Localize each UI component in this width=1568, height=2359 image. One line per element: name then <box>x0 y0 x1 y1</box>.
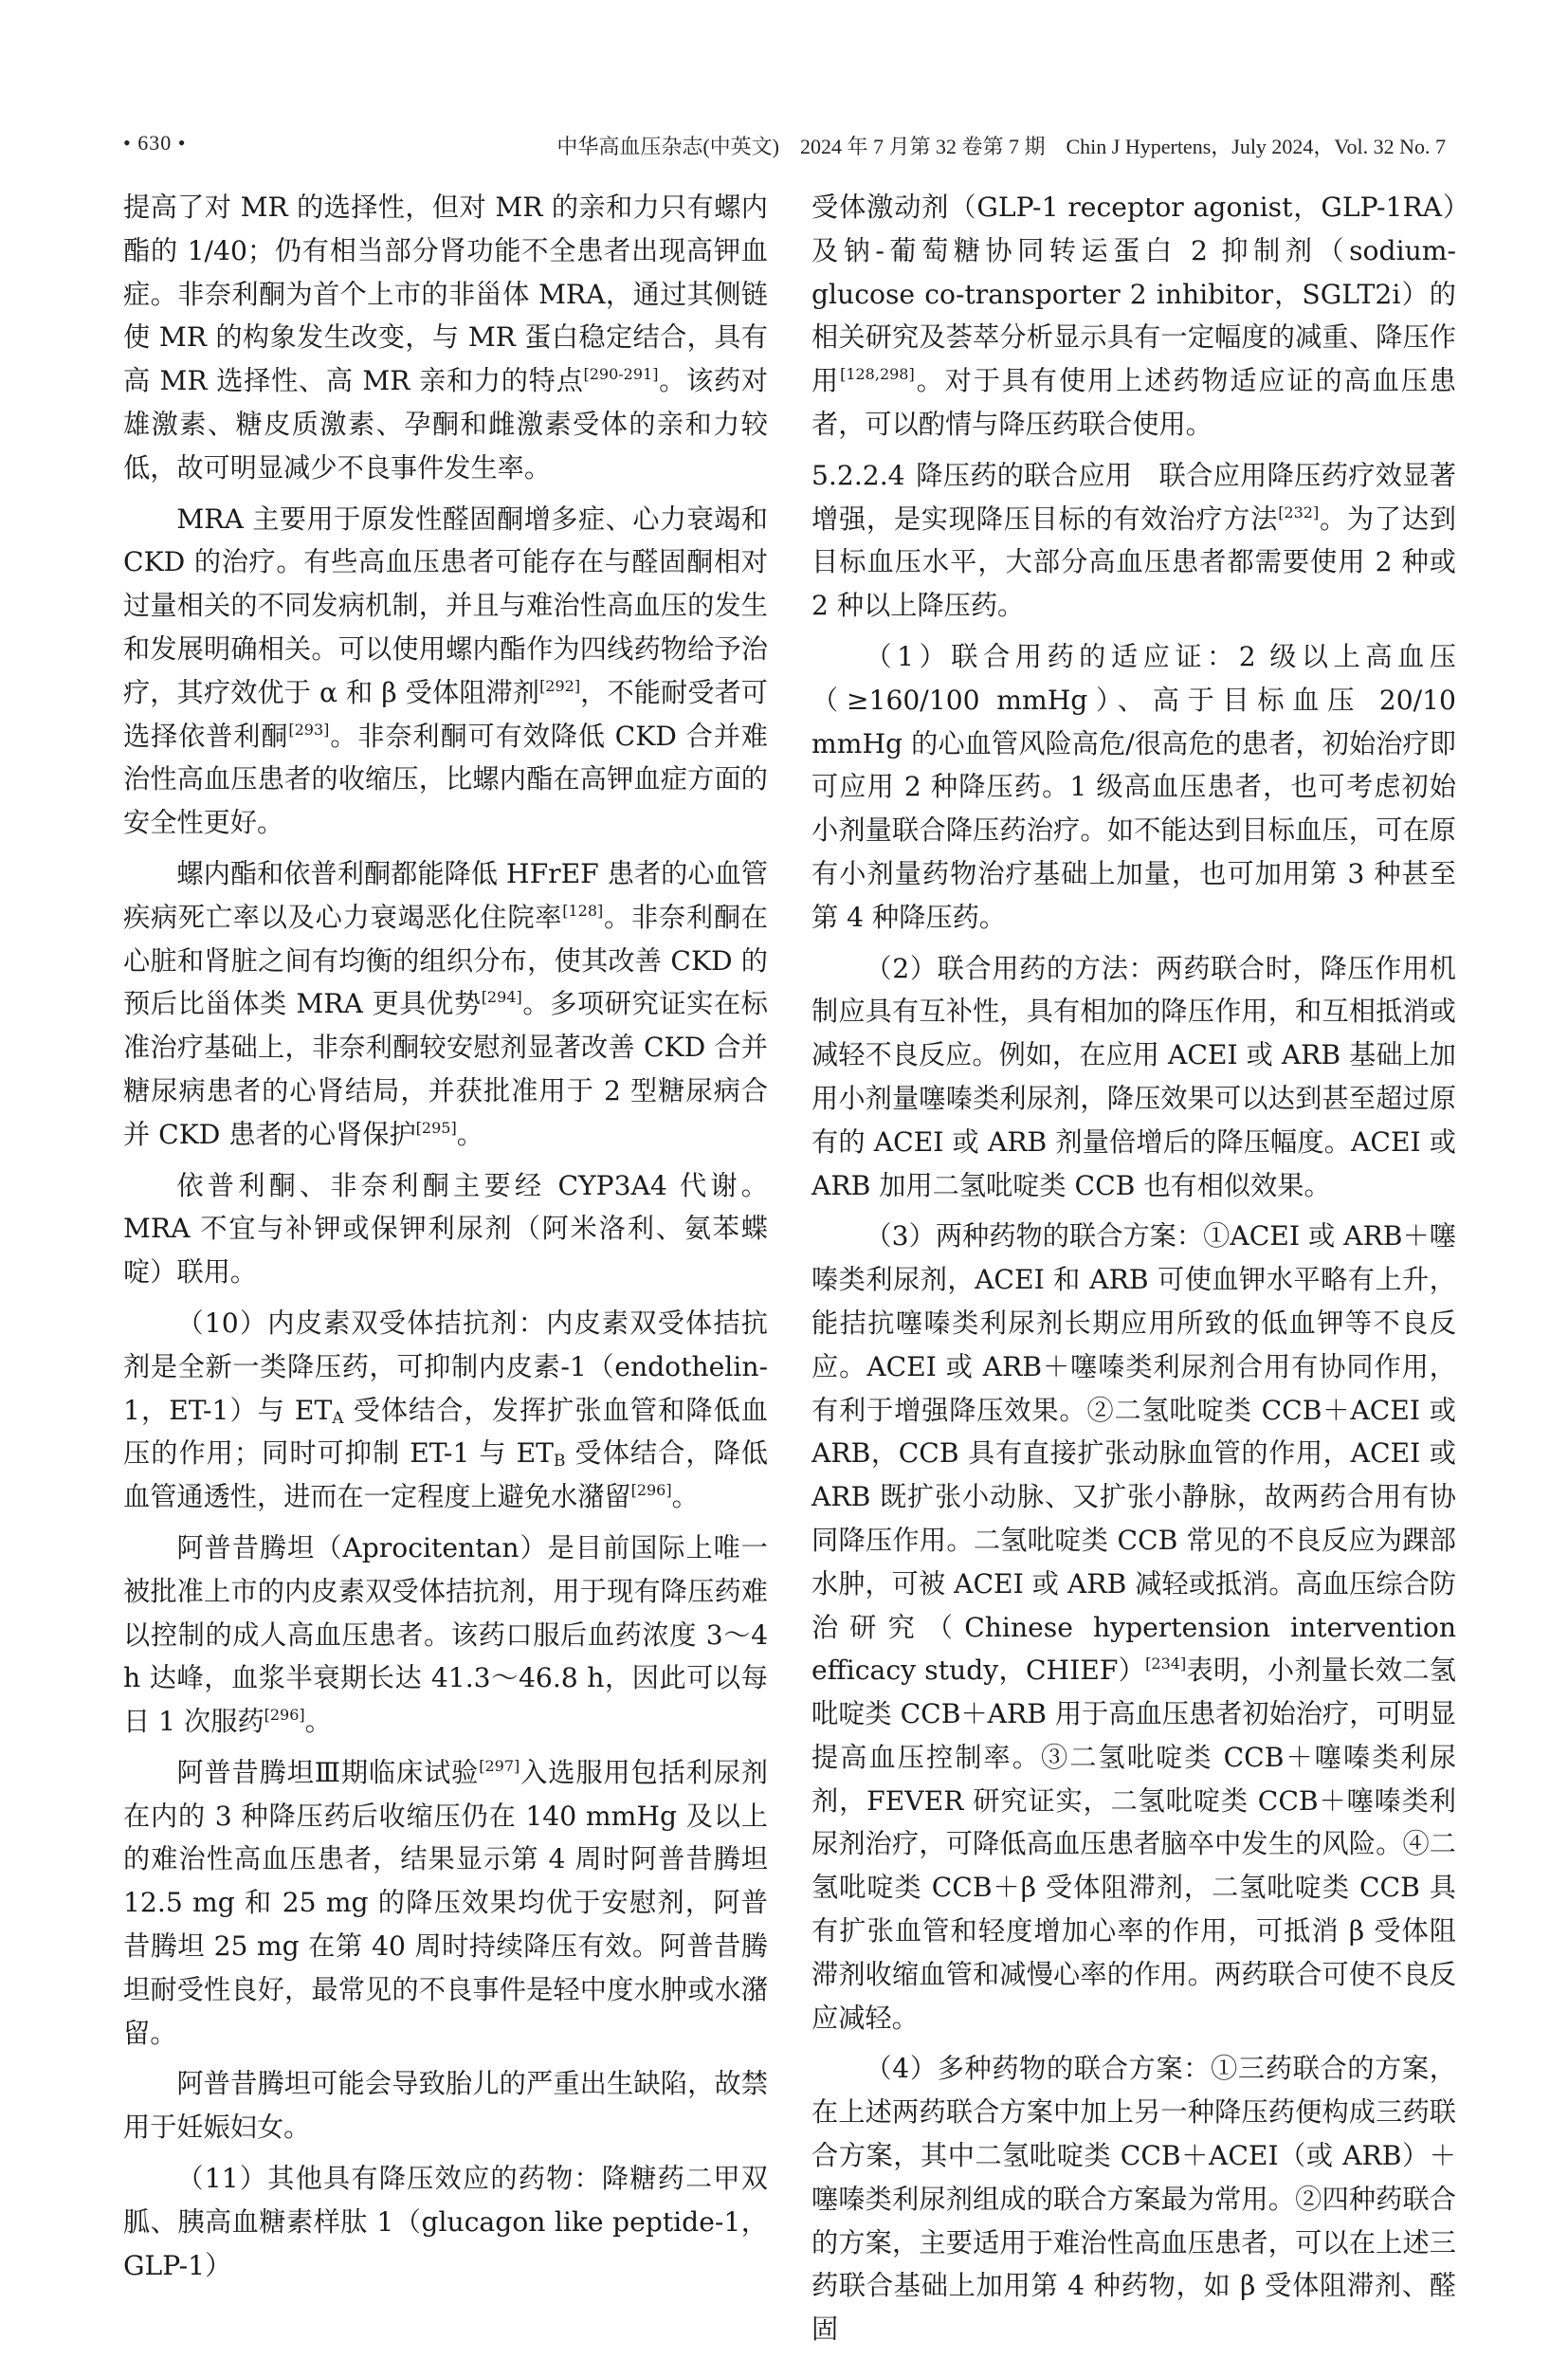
paragraph <box>811 186 1456 447</box>
paragraph <box>811 635 1456 940</box>
left-column <box>123 186 768 2295</box>
text: 受体结合，发挥扩张血管和降低血压的作用；同时可抑制 ET-1 与 ET <box>123 1394 768 1470</box>
text: ，不能耐受者可选择依普利酮 <box>123 676 768 752</box>
paragraph <box>123 2157 768 2287</box>
citation: [296] <box>264 1706 305 1725</box>
text: 受体结合，降低血管通透性，进而在一定程度上避免水潴留 <box>123 1437 768 1513</box>
text: 螺内酯和依普利酮都能降低 HFrEF 患者的心血管疾病死亡率以及心力衰竭恶化住院率 <box>123 857 768 933</box>
citation: [296] <box>630 1481 672 1500</box>
section-number: 5.2.2.4 <box>811 459 905 491</box>
citation: [294] <box>481 988 522 1007</box>
text: 受体激动剂（GLP-1 receptor agonist，GLP-1RA）及钠-葡萄糖协同转运蛋白 2 抑制剂（sodium-glucose co-transporter 2 inhibitor，SGLT2i）的相关研究及荟萃分析显示具有一定幅度的减重、降压作用 <box>811 192 1456 397</box>
text: 联合应用降压药疗效显著增强，是实现降压目标的有效治疗方法 <box>811 459 1456 535</box>
text: 入选服用包括利尿剂在内的 3 种降压药后收缩压仍在 140 mmHg 及以上的难治性高血压患者，结果显示第 4 周时阿普昔腾坦 12.5 mg 和 25 mg 的降压效果均优于安慰剂，阿普昔腾坦 25 mg 在第 40 周时持续降压有效。阿普昔腾坦耐受性良好，最常见的不良事件是轻中度水肿或水潴留。 <box>123 1756 768 2049</box>
text: 。该药对雄激素、糖皮质激素、孕酮和雌激素受体的亲和力较低，故可明显减少不良事件发生率。 <box>123 365 768 484</box>
section-paragraph <box>811 454 1456 628</box>
paragraph <box>123 186 768 490</box>
right-column <box>811 186 1456 2359</box>
citation: [290-291] <box>583 365 659 384</box>
text: （4）多种药物的联合方案：①三药联合的方案，在上述两药联合方案中加上另一种降压药便构成三药联合方案，其中二氢吡啶类 CCB＋ACEI（或 ARB）＋噻嗪类利尿剂组成的联合方案最为常用。②四种药联合的方案，主要适用于难治性高血压患者，可以在上述三药联合基础上加用第 4 种药物，如 β 受体阻滞剂、醛固 <box>811 2053 1456 2346</box>
citation: [128,298] <box>840 365 915 384</box>
text: 。对于具有使用上述药物适应证的高血压患者，可以酌情与降压药联合使用。 <box>811 365 1456 440</box>
citation: [234] <box>1145 1655 1187 1673</box>
text: 阿普昔腾坦Ⅲ期临床试验 <box>176 1756 480 1788</box>
citation: [292] <box>539 676 581 695</box>
paragraph <box>123 1751 768 2056</box>
paragraph <box>123 2062 768 2149</box>
text: 。为了达到目标血压水平，大部分高血压患者都需要使用 2 种或 2 种以上降压药。 <box>811 503 1456 622</box>
text: （1）联合用药的适应证：2 级以上高血压（≥160/100 mmHg）、高于目标血压 20/10 mmHg 的心血管风险高危/很高危的患者，初始治疗即可应用 2 种降压药。1 级高血压患者，也可考虑初始小剂量联合降压药治疗。如不能达到目标血压，可在原有小剂量药物治疗基础上加量，也可加用第 3 种甚至第 4 种降压药。 <box>811 640 1456 933</box>
paragraph <box>811 947 1456 1208</box>
paragraph <box>811 1215 1456 2039</box>
paragraph <box>811 2047 1456 2351</box>
paragraph <box>123 1302 768 1519</box>
paragraph <box>123 1527 768 1744</box>
text: 。非奈利酮在心脏和肾脏之间有均衡的组织分布，使其改善 CKD 的预后比甾体类 MRA 更具优势 <box>123 901 768 1020</box>
text: 。多项研究证实在标准治疗基础上，非奈利酮较安慰剂显著改善 CKD 合并糖尿病患者的心肾结局，并获批准用于 2 型糖尿病合并 CKD 患者的心肾保护 <box>123 988 768 1150</box>
text: 。 <box>671 1481 699 1513</box>
text: 提高了对 MR 的选择性，但对 MR 的亲和力只有螺内酯的 1/40；仍有相当部分肾功能不全患者出现高钾血症。非奈利酮为首个上市的非甾体 MRA，通过其侧链使 MR 的构象发生改变，与 MR 蛋白稳定结合，具有高 MR 选择性、高 MR 亲和力的特点 <box>123 192 768 397</box>
text: 。 <box>456 1118 483 1150</box>
paragraph <box>123 852 768 1157</box>
running-header <box>123 131 1446 165</box>
citation: [297] <box>479 1756 520 1775</box>
text: 。 <box>304 1706 332 1738</box>
paragraph <box>123 1164 768 1294</box>
subscript: A <box>332 1408 344 1428</box>
subscript: B <box>553 1452 566 1472</box>
text: 阿普昔腾坦可能会导致胎儿的严重出生缺陷，故禁用于妊娠妇女。 <box>123 2068 768 2144</box>
section-title: 降压药的联合应用 <box>915 459 1133 491</box>
text: MRA 主要用于原发性醛固酮增多症、心力衰竭和 CKD 的治疗。有些高血压患者可能存在与醛固酮相对过量相关的不同发病机制，并且与难治性高血压的发生和发展明确相关。可以使用螺内酯作为四线药物给予治疗，其疗效优于 α 和 β 受体阻滞剂 <box>123 503 768 708</box>
text: 阿普昔腾坦（Aprocitentan）是目前国际上唯一被批准上市的内皮素双受体拮抗剂，用于现有降压药难以控制的成人高血压患者。该药口服后血药浓度 3～4 h 达峰，血浆半衰期长达 41.3～46.8 h，因此可以每日 1 次服药 <box>123 1531 768 1738</box>
text: （2）联合用药的方法：两药联合时，降压作用机制应具有互补性，具有相加的降压作用，和互相抵消或减轻不良反应。例如，在应用 ACEI 或 ARB 基础上加用小剂量噻嗪类利尿剂，降压效果可以达到甚至超过原有的 ACEI 或 ARB 剂量倍增后的降压幅度。ACEI 或 ARB 加用二氢吡啶类 CCB 也有相似效果。 <box>811 952 1456 1201</box>
citation: [128] <box>562 901 604 920</box>
paragraph <box>123 498 768 845</box>
citation: [295] <box>415 1118 457 1137</box>
text: 。非奈利酮可有效降低 CKD 合并难治性高血压患者的收缩压，比螺内酯在高钾血症方面的安全性更好。 <box>123 720 768 839</box>
citation: [293] <box>288 720 330 739</box>
text: （11）其他具有降压效应的药物：降糖药二甲双胍、胰高血糖素样肽 1（glucagon like peptide-1，GLP-1） <box>123 2163 768 2281</box>
text: 依普利酮、非奈利酮主要经 CYP3A4 代谢。MRA 不宜与补钾或保钾利尿剂（阿米洛利、氨苯蝶啶）联用。 <box>123 1169 768 1289</box>
text: （3）两种药物的联合方案：①ACEI 或 ARB＋噻嗪类利尿剂，ACEI 和 ARB 可使血钾水平略有上升，能拮抗噻嗪类利尿剂长期应用所致的低血钾等不良反应。ACEI 或 ARB＋噻嗪类利尿剂合用有协同作用，有利于增强降压效果。②二氢吡啶类 CCB＋ACEI 或 ARB，CCB 具有直接扩张动脉血管的作用，ACEI 或 ARB 既扩张小动脉、又扩张小静脉，故两药合用有协同降压作用。二氢吡啶类 CCB 常见的不良反应为踝部水肿，可被 ACEI 或 ARB 减轻或抵消。高血压综合防治研究（Chinese hypertension intervention efficacy study，CHIEF） <box>811 1220 1456 1687</box>
page-number: • 630 • <box>123 131 187 155</box>
text: 表明，小剂量长效二氢吡啶类 CCB＋ARB 用于高血压患者初始治疗，可明显提高血压控制率。③二氢吡啶类 CCB＋噻嗪类利尿剂，FEVER 研究证实，二氢吡啶类 CCB＋噻嗪类利尿剂治疗，可降低高血压患者脑卒中发生的风险。④二氢吡啶类 CCB＋β 受体阻滞剂，二氢吡啶类 CCB 具有扩张血管和轻度增加心率的作用，可抵消 β 受体阻滞剂收缩血管和减慢心率的作用。两药联合可使不良反应减轻。 <box>811 1655 1456 2034</box>
text: （10）内皮素双受体拮抗剂：内皮素双受体拮抗剂是全新一类降压药，可抑制内皮素-1（endothelin-1，ET-1）与 ET <box>123 1307 768 1426</box>
citation: [232] <box>1278 503 1320 521</box>
journal-citation: 中华高血压杂志(中英文) 2024 年 7 月第 32 卷第 7 期 Chin J Hypertens，July 2024，Vol. 32 No. 7 <box>556 135 1446 158</box>
